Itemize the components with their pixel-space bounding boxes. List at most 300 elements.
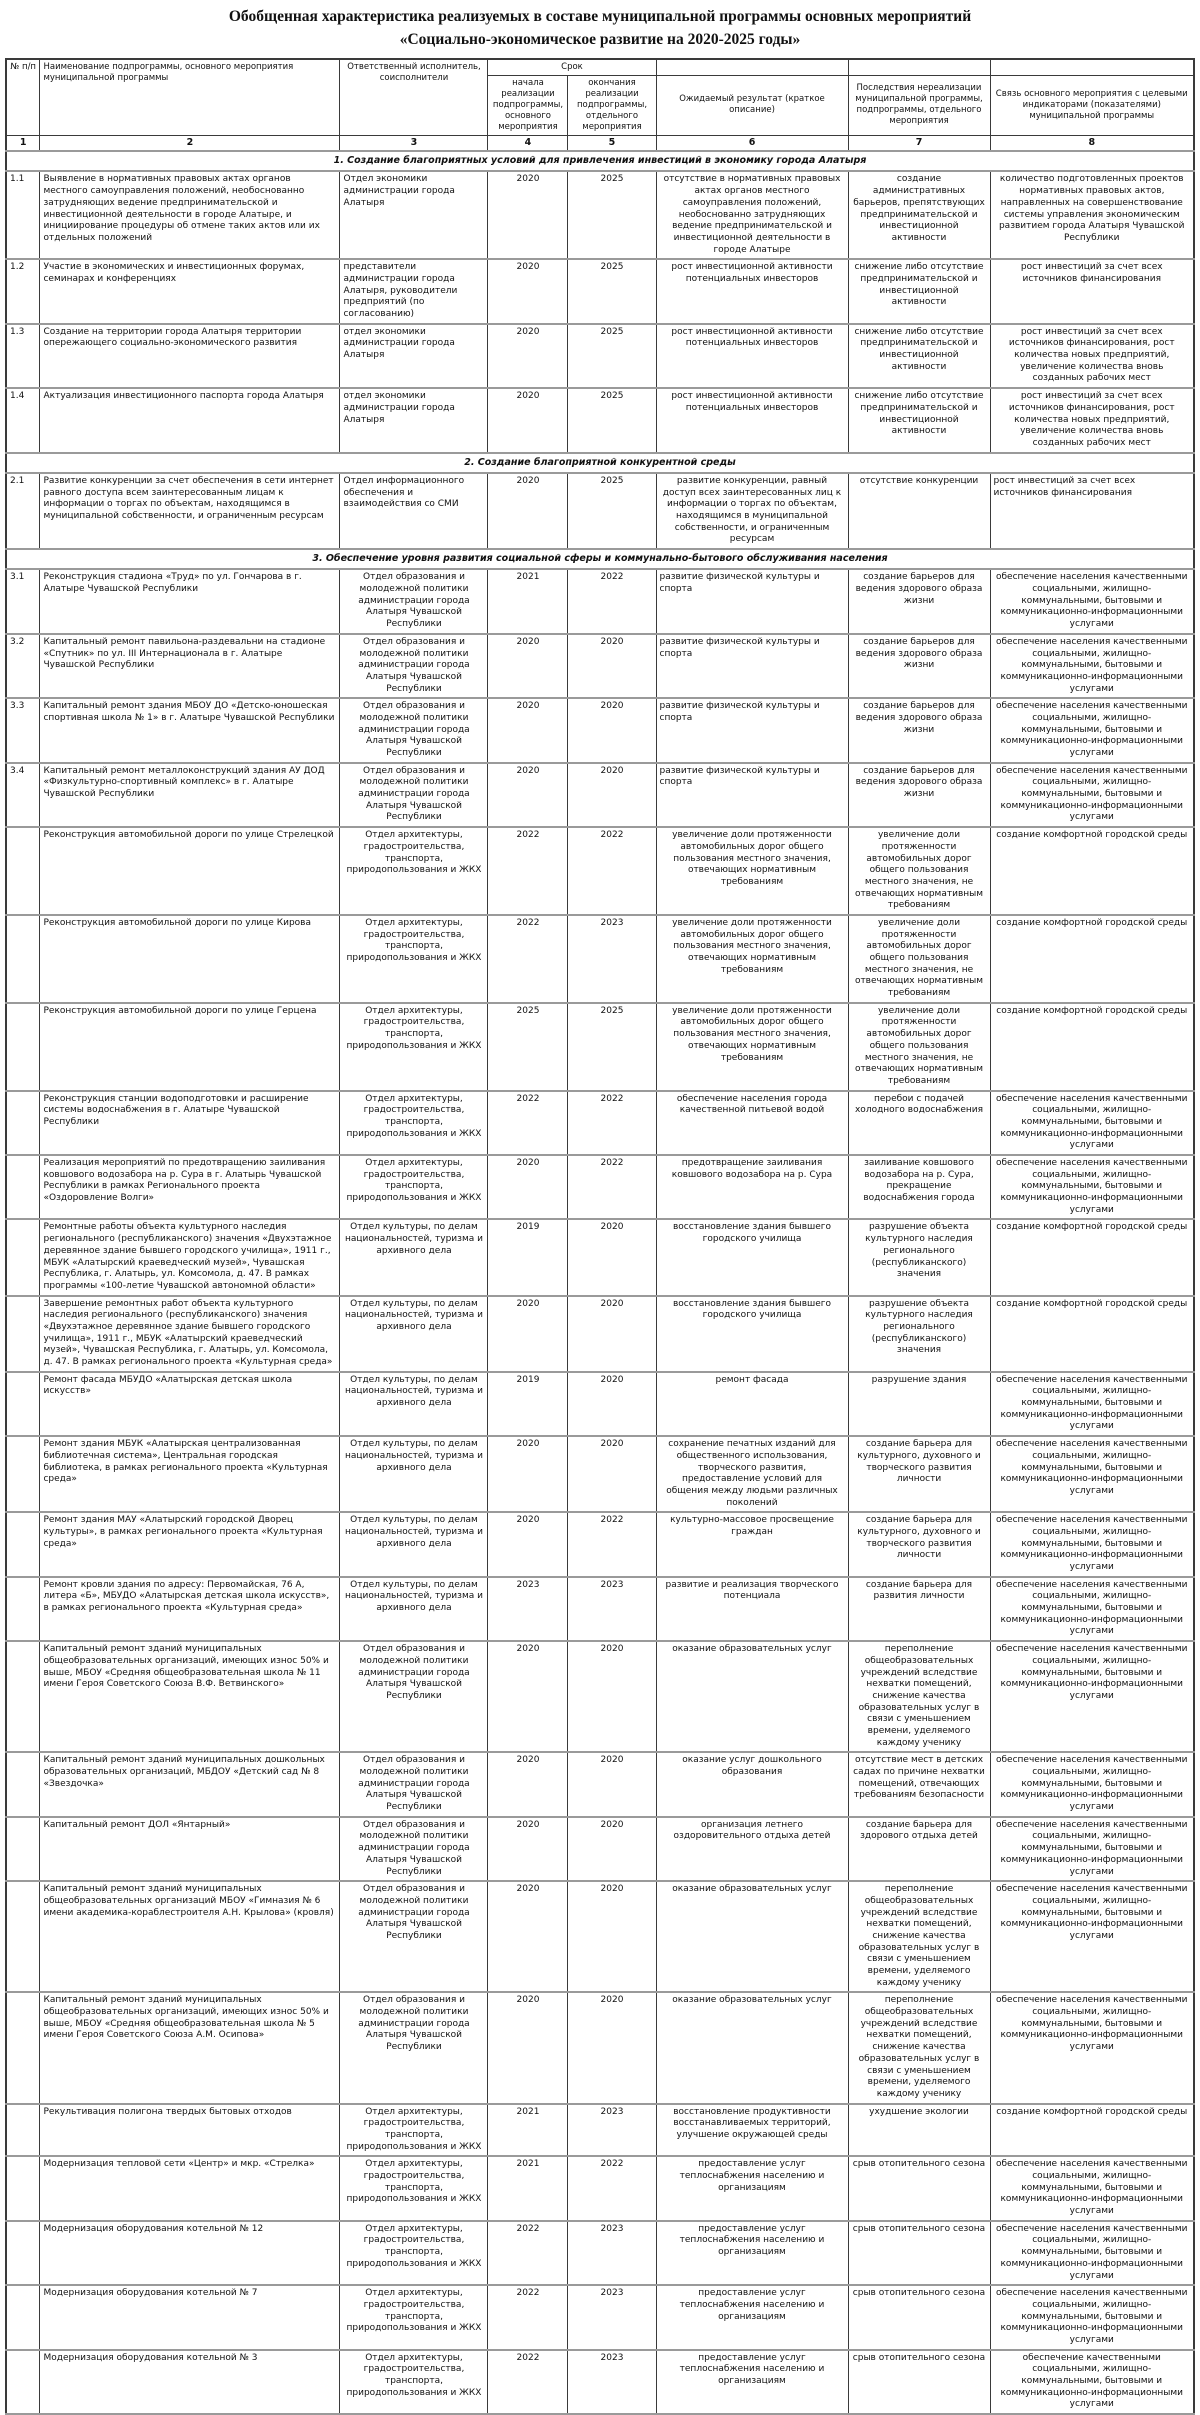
section-row — [6, 151, 1194, 171]
measure-name-cell: Выявление в нормативных правовых актах органов местного самоуправления положений, необоснованно затрудняющих ведение предпринимательской и инвестиционной деятельности в городе Алатыре, и инициирование процедуры об отмене таких актов или их отдельных положений — [40, 171, 340, 259]
executor-cell: Отдел образования и молодежной политики администрации города Алатыря Чувашской Республики — [340, 763, 488, 827]
measure-name-cell: Капитальный ремонт металлоконструкций здания АУ ДОД «Физкультурно-спортивный комплекс» в г. Алатыре Чувашской Республики — [40, 763, 340, 827]
table-row — [6, 473, 1194, 549]
consequence-cell: снижение либо отсутствие предпринимательской и инвестиционной активности — [848, 388, 990, 452]
row-number-cell — [6, 2221, 40, 2285]
consequence-cell: увеличение доли протяженности автомобильных дорог общего пользования местного значения, не отвечающих нормативным требованиям — [848, 915, 990, 1003]
start-year-cell: 2020 — [488, 634, 568, 698]
header-term-end: окончания реализации подпрограммы, отдельного мероприятия — [568, 75, 656, 135]
row-number-cell — [6, 1155, 40, 1219]
header-spacer-link — [990, 59, 1194, 76]
end-year-cell: 2020 — [568, 1881, 656, 1992]
start-year-cell: 2022 — [488, 827, 568, 915]
header-row-top — [6, 59, 1194, 76]
end-year-cell: 2022 — [568, 1091, 656, 1155]
table-row — [6, 2350, 1194, 2414]
start-year-cell: 2020 — [488, 259, 568, 323]
expected-result-cell: увеличение доли протяженности автомобильных дорог общего пользования местного значения, отвечающих нормативным требованиям — [656, 915, 848, 1003]
column-number: 7 — [848, 135, 990, 151]
row-number-cell: 1.1 — [6, 171, 40, 259]
measure-name-cell: Реконструкция автомобильной дороги по улице Кирова — [40, 915, 340, 1003]
measure-name-cell: Реконструкция автомобильной дороги по улице Герцена — [40, 1003, 340, 1091]
header-consequence: Последствия нереализации муниципальной программы, подпрограммы, отдельного мероприятия — [848, 75, 990, 135]
indicator-link-cell: создание комфортной городской среды — [990, 915, 1194, 1003]
measure-name-cell: Модернизация оборудования котельной № 7 — [40, 2285, 340, 2349]
indicator-link-cell: обеспечение населения качественными социальными, жилищно-коммунальными, бытовыми и коммуникационно-информационными услугами — [990, 2221, 1194, 2285]
consequence-cell: отсутствие мест в детских садах по причине нехватки помещений, отвечающих требованиям безопасности — [848, 1752, 990, 1816]
start-year-cell: 2020 — [488, 763, 568, 827]
row-number-cell — [6, 1641, 40, 1752]
row-number-cell — [6, 1372, 40, 1436]
start-year-cell: 2021 — [488, 2104, 568, 2157]
measure-name-cell: Ремонт фасада МБУДО «Алатырская детская школа искусств» — [40, 1372, 340, 1436]
table-row — [6, 1641, 1194, 1752]
end-year-cell: 2022 — [568, 569, 656, 633]
end-year-cell: 2023 — [568, 2285, 656, 2349]
start-year-cell: 2020 — [488, 698, 568, 762]
executor-cell: Отдел образования и молодежной политики администрации города Алатыря Чувашской Республики — [340, 1992, 488, 2103]
measure-name-cell: Завершение ремонтных работ объекта культурного наследия регионального (республиканского) значения «Двухэтажное деревянное здание бывшего городского училища», 1911 г., МБУК «Алатырский краеведческий музей», Чувашская Республика, г. Алатырь, ул. Комсомола, д. 47. В рамках регионального проекта «Культурная среда» — [40, 1296, 340, 1372]
section-heading: 2. Создание благоприятной конкурентной среды — [6, 453, 1194, 473]
executor-cell: Отдел архитектуры, градостроительства, транспорта, природопользования и ЖКХ — [340, 2156, 488, 2220]
start-year-cell: 2020 — [488, 171, 568, 259]
measure-name-cell: Капитальный ремонт здания МБОУ ДО «Детско-юношеская спортивная школа № 1» в г. Алатыре Чувашской Республики — [40, 698, 340, 762]
header-spacer-result — [656, 59, 848, 76]
header-indicator-link: Связь основного мероприятия с целевыми индикаторами (показателями) муниципальной программы — [990, 75, 1194, 135]
column-number-row — [6, 135, 1194, 151]
table-row — [6, 2104, 1194, 2157]
table-row — [6, 2221, 1194, 2285]
table-row — [6, 2285, 1194, 2349]
end-year-cell: 2025 — [568, 259, 656, 323]
expected-result-cell: развитие конкуренции, равный доступ всех заинтересованных лиц к информации о торгах по объектам, находящимся в муниципальной собственности, и ограниченным ресурсам — [656, 473, 848, 549]
executor-cell: Отдел архитектуры, градостроительства, транспорта, природопользования и ЖКХ — [340, 2104, 488, 2157]
executor-cell: Отдел архитектуры, градостроительства, транспорта, природопользования и ЖКХ — [340, 2350, 488, 2414]
executor-cell: Отдел образования и молодежной политики администрации города Алатыря Чувашской Республики — [340, 1817, 488, 1881]
expected-result-cell: предотвращение заиливания ковшового водозабора на р. Сура — [656, 1155, 848, 1219]
table-row — [6, 1436, 1194, 1512]
header-measure-name: Наименование подпрограммы, основного мероприятия муниципальной программы — [40, 59, 340, 136]
start-year-cell: 2020 — [488, 1752, 568, 1816]
row-number-cell — [6, 1296, 40, 1372]
table-row — [6, 2156, 1194, 2220]
end-year-cell: 2025 — [568, 324, 656, 388]
column-number: 6 — [656, 135, 848, 151]
indicator-link-cell: обеспечение качественными социальными, жилищно-коммунальными, бытовыми и коммуникационно-информационными услугами — [990, 2350, 1194, 2414]
expected-result-cell: увеличение доли протяженности автомобильных дорог общего пользования местного значения, отвечающих нормативным требованиям — [656, 827, 848, 915]
measure-name-cell: Капитальный ремонт ДОЛ «Янтарный» — [40, 1817, 340, 1881]
measure-name-cell: Ремонт здания МБУК «Алатырская централизованная библиотечная система», Центральная городская библиотека, в рамках регионального проекта «Культурная среда» — [40, 1436, 340, 1512]
start-year-cell: 2020 — [488, 1155, 568, 1219]
executor-cell: отдел экономики администрации города Алатыря — [340, 388, 488, 452]
expected-result-cell: развитие физической культуры и спорта — [656, 569, 848, 633]
measure-name-cell: Капитальный ремонт зданий муниципальных общеобразовательных организаций МБОУ «Гимназия № 6 имени академика-кораблестроителя А.Н. Крылова» (кровля) — [40, 1881, 340, 1992]
measure-name-cell: Реконструкция стадиона «Труд» по ул. Гончарова в г. Алатыре Чувашской Республики — [40, 569, 340, 633]
executor-cell: Отдел архитектуры, градостроительства, транспорта, природопользования и ЖКХ — [340, 827, 488, 915]
row-number-cell — [6, 2156, 40, 2220]
consequence-cell: заиливание ковшового водозабора на р. Сура, прекращение водоснабжения города — [848, 1155, 990, 1219]
section-heading: 3. Обеспечение уровня развития социальной сферы и коммунально-бытового обслуживания населения — [6, 549, 1194, 569]
expected-result-cell: предоставление услуг теплоснабжения населению и организациям — [656, 2285, 848, 2349]
indicator-link-cell: обеспечение населения качественными социальными, жилищно-коммунальными, бытовыми и коммуникационно-информационными услугами — [990, 1641, 1194, 1752]
table-body — [6, 151, 1194, 2414]
indicator-link-cell: обеспечение населения качественными социальными, жилищно-коммунальными, бытовыми и коммуникационно-информационными услугами — [990, 698, 1194, 762]
executor-cell: Отдел образования и молодежной политики администрации города Алатыря Чувашской Республики — [340, 1881, 488, 1992]
indicator-link-cell: рост инвестиций за счет всех источников финансирования, рост количества новых предприятий, увеличение количества вновь созданных рабочих мест — [990, 324, 1194, 388]
indicator-link-cell: рост инвестиций за счет всех источников финансирования — [990, 473, 1194, 549]
end-year-cell: 2022 — [568, 827, 656, 915]
expected-result-cell: рост инвестиционной активности потенциальных инвесторов — [656, 388, 848, 452]
end-year-cell: 2023 — [568, 2104, 656, 2157]
end-year-cell: 2023 — [568, 2221, 656, 2285]
column-number: 2 — [40, 135, 340, 151]
table-row — [6, 698, 1194, 762]
executor-cell: Отдел культуры, по делам национальностей, туризма и архивного дела — [340, 1436, 488, 1512]
executor-cell: Отдел архитектуры, градостроительства, транспорта, природопользования и ЖКХ — [340, 2285, 488, 2349]
program-measures-table — [5, 58, 1195, 2415]
table-row — [6, 388, 1194, 452]
measure-name-cell: Актуализация инвестиционного паспорта города Алатыря — [40, 388, 340, 452]
end-year-cell: 2020 — [568, 1219, 656, 1295]
indicator-link-cell: создание комфортной городской среды — [990, 827, 1194, 915]
row-number-cell — [6, 1512, 40, 1576]
start-year-cell: 2020 — [488, 1817, 568, 1881]
executor-cell: Отдел архитектуры, градостроительства, транспорта, природопользования и ЖКХ — [340, 915, 488, 1003]
column-number: 1 — [6, 135, 40, 151]
end-year-cell: 2022 — [568, 1512, 656, 1576]
executor-cell: Отдел образования и молодежной политики администрации города Алатыря Чувашской Республики — [340, 1641, 488, 1752]
table-header — [6, 59, 1194, 152]
row-number-cell — [6, 2104, 40, 2157]
document-title — [20, 0, 1180, 52]
row-number-cell: 3.1 — [6, 569, 40, 633]
consequence-cell: снижение либо отсутствие предпринимательской и инвестиционной активности — [848, 324, 990, 388]
table-row — [6, 1219, 1194, 1295]
document-title-line1: Обобщенная характеристика реализуемых в составе муниципальной программы основных мероприятий — [20, 5, 1180, 28]
table-row — [6, 827, 1194, 915]
consequence-cell: создание барьера для культурного, духовного и творческого развития личности — [848, 1436, 990, 1512]
measure-name-cell: Реконструкция станции водоподготовки и расширение системы водоснабжения в г. Алатыре Чувашской Республики — [40, 1091, 340, 1155]
table-row — [6, 324, 1194, 388]
start-year-cell: 2022 — [488, 1091, 568, 1155]
column-number: 8 — [990, 135, 1194, 151]
start-year-cell: 2020 — [488, 324, 568, 388]
row-number-cell — [6, 2285, 40, 2349]
indicator-link-cell: количество подготовленных проектов нормативных правовых актов, направленных на совершенствование системы управления экономическим развитием города Алатыря Чувашской Республики — [990, 171, 1194, 259]
column-number: 4 — [488, 135, 568, 151]
start-year-cell: 2020 — [488, 1296, 568, 1372]
executor-cell: Отдел образования и молодежной политики администрации города Алатыря Чувашской Республики — [340, 569, 488, 633]
column-number: 3 — [340, 135, 488, 151]
consequence-cell: разрушение объекта культурного наследия регионального (республиканского) значения — [848, 1219, 990, 1295]
consequence-cell: создание барьера для здорового отдыха детей — [848, 1817, 990, 1881]
start-year-cell: 2022 — [488, 2285, 568, 2349]
row-number-cell — [6, 1436, 40, 1512]
expected-result-cell: ремонт фасада — [656, 1372, 848, 1436]
expected-result-cell: предоставление услуг теплоснабжения населению и организациям — [656, 2156, 848, 2220]
consequence-cell: создание барьеров для ведения здорового образа жизни — [848, 634, 990, 698]
measure-name-cell: Капитальный ремонт зданий муниципальных дошкольных образовательных организаций, МБДОУ «Детский сад № 8 «Звездочка» — [40, 1752, 340, 1816]
end-year-cell: 2023 — [568, 2350, 656, 2414]
column-number: 5 — [568, 135, 656, 151]
row-number-cell — [6, 2350, 40, 2414]
consequence-cell: создание барьеров для ведения здорового образа жизни — [848, 569, 990, 633]
row-number-cell — [6, 1091, 40, 1155]
measure-name-cell: Модернизация тепловой сети «Центр» и мкр. «Стрелка» — [40, 2156, 340, 2220]
table-row — [6, 1003, 1194, 1091]
table-row — [6, 763, 1194, 827]
measure-name-cell: Рекультивация полигона твердых бытовых отходов — [40, 2104, 340, 2157]
expected-result-cell: оказание образовательных услуг — [656, 1641, 848, 1752]
end-year-cell: 2020 — [568, 1436, 656, 1512]
row-number-cell: 2.1 — [6, 473, 40, 549]
expected-result-cell: организация летнего оздоровительного отдыха детей — [656, 1817, 848, 1881]
consequence-cell: ухудшение экологии — [848, 2104, 990, 2157]
row-number-cell — [6, 1992, 40, 2103]
measure-name-cell: Капитальный ремонт зданий муниципальных общеобразовательных организаций, имеющих износ 50% и выше, МБОУ «Средняя общеобразовательная школа № 5 имени Героя Советского Союза А.М. Осипова» — [40, 1992, 340, 2103]
end-year-cell: 2020 — [568, 1992, 656, 2103]
expected-result-cell: восстановление здания бывшего городского училища — [656, 1219, 848, 1295]
executor-cell: Отдел образования и молодежной политики администрации города Алатыря Чувашской Республики — [340, 1752, 488, 1816]
indicator-link-cell: обеспечение населения качественными социальными, жилищно-коммунальными, бытовыми и коммуникационно-информационными услугами — [990, 569, 1194, 633]
table-row — [6, 1992, 1194, 2103]
indicator-link-cell: обеспечение населения качественными социальными, жилищно-коммунальными, бытовыми и коммуникационно-информационными услугами — [990, 2285, 1194, 2349]
header-term-start: начала реализации подпрограммы, основного мероприятия — [488, 75, 568, 135]
executor-cell: Отдел архитектуры, градостроительства, транспорта, природопользования и ЖКХ — [340, 2221, 488, 2285]
end-year-cell: 2020 — [568, 1372, 656, 1436]
row-number-cell — [6, 1219, 40, 1295]
consequence-cell: переполнение общеобразовательных учреждений вследствие нехватки помещений, снижение качества образовательных услуг в связи с уменьшением времени, уделяемого каждому ученику — [848, 1992, 990, 2103]
indicator-link-cell: рост инвестиций за счет всех источников финансирования, рост количества новых предприятий, увеличение количества вновь созданных рабочих мест — [990, 388, 1194, 452]
expected-result-cell: обеспечение населения города качественной питьевой водой — [656, 1091, 848, 1155]
row-number-cell — [6, 1752, 40, 1816]
header-term-group: Срок — [488, 59, 656, 76]
table-row — [6, 1155, 1194, 1219]
measure-name-cell: Ремонт здания МАУ «Алатырский городской Дворец культуры», в рамках регионального проекта «Культурная среда» — [40, 1512, 340, 1576]
header-spacer-consequence — [848, 59, 990, 76]
executor-cell: представители администрации города Алатыря, руководители предприятий (по согласованию) — [340, 259, 488, 323]
expected-result-cell: развитие физической культуры и спорта — [656, 763, 848, 827]
consequence-cell: создание барьера для культурного, духовного и творческого развития личности — [848, 1512, 990, 1576]
table-row — [6, 1091, 1194, 1155]
section-heading: 1. Создание благоприятных условий для привлечения инвестиций в экономику города Алатыря — [6, 151, 1194, 171]
table-row — [6, 569, 1194, 633]
table-row — [6, 1372, 1194, 1436]
indicator-link-cell: обеспечение населения качественными социальными, жилищно-коммунальными, бытовыми и коммуникационно-информационными услугами — [990, 2156, 1194, 2220]
measure-name-cell: Капитальный ремонт павильона-раздевальни на стадионе «Спутник» по ул. III Интернационала в г. Алатыре Чувашской Республики — [40, 634, 340, 698]
executor-cell: отдел экономики администрации города Алатыря — [340, 324, 488, 388]
consequence-cell: создание барьера для развития личности — [848, 1577, 990, 1641]
start-year-cell: 2022 — [488, 2350, 568, 2414]
measure-name-cell: Развитие конкуренции за счет обеспечения в сети интернет равного доступа всем заинтересованным лицам к информации о торгах по объектам, находящимся в муниципальной собственности, и ограниченным ресурсам — [40, 473, 340, 549]
start-year-cell: 2020 — [488, 1641, 568, 1752]
indicator-link-cell: обеспечение населения качественными социальными, жилищно-коммунальными, бытовыми и коммуникационно-информационными услугами — [990, 1881, 1194, 1992]
indicator-link-cell: обеспечение населения качественными социальными, жилищно-коммунальными, бытовыми и коммуникационно-информационными услугами — [990, 1752, 1194, 1816]
table-row — [6, 915, 1194, 1003]
start-year-cell: 2020 — [488, 1512, 568, 1576]
expected-result-cell: оказание образовательных услуг — [656, 1881, 848, 1992]
indicator-link-cell: создание комфортной городской среды — [990, 1003, 1194, 1091]
measure-name-cell: Реконструкция автомобильной дороги по улице Стрелецкой — [40, 827, 340, 915]
expected-result-cell: предоставление услуг теплоснабжения населению и организациям — [656, 2221, 848, 2285]
consequence-cell: срыв отопительного сезона — [848, 2221, 990, 2285]
executor-cell: Отдел культуры, по делам национальностей, туризма и архивного дела — [340, 1219, 488, 1295]
indicator-link-cell: обеспечение населения качественными социальными, жилищно-коммунальными, бытовыми и коммуникационно-информационными услугами — [990, 1436, 1194, 1512]
executor-cell: Отдел культуры, по делам национальностей, туризма и архивного дела — [340, 1512, 488, 1576]
consequence-cell: переполнение общеобразовательных учреждений вследствие нехватки помещений, снижение качества образовательных услуг в связи с уменьшением времени, уделяемого каждому ученику — [848, 1881, 990, 1992]
measure-name-cell: Ремонт кровли здания по адресу: Первомайская, 76 А, литера «Б», МБУДО «Алатырская детская школа искусств», в рамках регионального проекта «Культурная среда» — [40, 1577, 340, 1641]
executor-cell: Отдел архитектуры, градостроительства, транспорта, природопользования и ЖКХ — [340, 1091, 488, 1155]
end-year-cell: 2025 — [568, 1003, 656, 1091]
measure-name-cell: Реализация мероприятий по предотвращению заиливания ковшового водозабора на р. Сура в г. Алатырь Чувашской Республики в рамках Регионального проекта «Оздоровление Волги» — [40, 1155, 340, 1219]
indicator-link-cell: рост инвестиций за счет всех источников финансирования — [990, 259, 1194, 323]
expected-result-cell: отсутствие в нормативных правовых актах органов местного самоуправления положений, необоснованно затрудняющих ведение предпринимательской и инвестиционной деятельности в городе Алатыре — [656, 171, 848, 259]
consequence-cell: срыв отопительного сезона — [848, 2350, 990, 2414]
section-row — [6, 549, 1194, 569]
table-row — [6, 171, 1194, 259]
header-expected-result: Ожидаемый результат (краткое описание) — [656, 75, 848, 135]
start-year-cell: 2020 — [488, 1436, 568, 1512]
start-year-cell: 2023 — [488, 1577, 568, 1641]
row-number-cell — [6, 1577, 40, 1641]
consequence-cell: снижение либо отсутствие предпринимательской и инвестиционной активности — [848, 259, 990, 323]
indicator-link-cell: создание комфортной городской среды — [990, 2104, 1194, 2157]
start-year-cell: 2019 — [488, 1372, 568, 1436]
indicator-link-cell: обеспечение населения качественными социальными, жилищно-коммунальными, бытовыми и коммуникационно-информационными услугами — [990, 1372, 1194, 1436]
consequence-cell: создание барьеров для ведения здорового образа жизни — [848, 763, 990, 827]
executor-cell: Отдел культуры, по делам национальностей, туризма и архивного дела — [340, 1296, 488, 1372]
start-year-cell: 2022 — [488, 2221, 568, 2285]
expected-result-cell: сохранение печатных изданий для общественного использования, творческого развития, предоставление условий для общения между людьми различных поколений — [656, 1436, 848, 1512]
consequence-cell: отсутствие конкуренции — [848, 473, 990, 549]
end-year-cell: 2023 — [568, 1577, 656, 1641]
table-row — [6, 1881, 1194, 1992]
table-row — [6, 1577, 1194, 1641]
indicator-link-cell: обеспечение населения качественными социальными, жилищно-коммунальными, бытовыми и коммуникационно-информационными услугами — [990, 634, 1194, 698]
start-year-cell: 2021 — [488, 2156, 568, 2220]
row-number-cell — [6, 1881, 40, 1992]
executor-cell: Отдел архитектуры, градостроительства, транспорта, природопользования и ЖКХ — [340, 1155, 488, 1219]
header-row-number: № п/п — [6, 59, 40, 136]
row-number-cell — [6, 1003, 40, 1091]
table-row — [6, 259, 1194, 323]
end-year-cell: 2025 — [568, 473, 656, 549]
start-year-cell: 2020 — [488, 1881, 568, 1992]
consequence-cell: увеличение доли протяженности автомобильных дорог общего пользования местного значения, не отвечающих нормативным требованиям — [848, 1003, 990, 1091]
table-row — [6, 1817, 1194, 1881]
end-year-cell: 2020 — [568, 1817, 656, 1881]
measure-name-cell: Участие в экономических и инвестиционных форумах, семинарах и конференциях — [40, 259, 340, 323]
row-number-cell: 1.2 — [6, 259, 40, 323]
row-number-cell: 3.4 — [6, 763, 40, 827]
expected-result-cell: культурно-массовое просвещение граждан — [656, 1512, 848, 1576]
indicator-link-cell: обеспечение населения качественными социальными, жилищно-коммунальными, бытовыми и коммуникационно-информационными услугами — [990, 1577, 1194, 1641]
expected-result-cell: восстановление здания бывшего городского училища — [656, 1296, 848, 1372]
document-title-line2: «Социально-экономическое развитие на 2020-2025 годы» — [20, 28, 1180, 51]
consequence-cell: создание барьеров для ведения здорового образа жизни — [848, 698, 990, 762]
measure-name-cell: Создание на территории города Алатыря территории опережающего социально-экономического развития — [40, 324, 340, 388]
expected-result-cell: рост инвестиционной активности потенциальных инвесторов — [656, 324, 848, 388]
executor-cell: Отдел архитектуры, градостроительства, транспорта, природопользования и ЖКХ — [340, 1003, 488, 1091]
row-number-cell — [6, 915, 40, 1003]
end-year-cell: 2025 — [568, 171, 656, 259]
end-year-cell: 2020 — [568, 698, 656, 762]
consequence-cell: увеличение доли протяженности автомобильных дорог общего пользования местного значения, не отвечающих нормативным требованиям — [848, 827, 990, 915]
executor-cell: Отдел образования и молодежной политики администрации города Алатыря Чувашской Республики — [340, 698, 488, 762]
end-year-cell: 2020 — [568, 1752, 656, 1816]
measure-name-cell: Капитальный ремонт зданий муниципальных общеобразовательных организаций, имеющих износ 50% и выше, МБОУ «Средняя общеобразовательная школа № 11 имени Героя Советского Союза В.Ф. Ветвинского» — [40, 1641, 340, 1752]
consequence-cell: перебои с подачей холодного водоснабжения — [848, 1091, 990, 1155]
consequence-cell: разрушение объекта культурного наследия регионального (республиканского) значения — [848, 1296, 990, 1372]
indicator-link-cell: обеспечение населения качественными социальными, жилищно-коммунальными, бытовыми и коммуникационно-информационными услугами — [990, 1512, 1194, 1576]
executor-cell: Отдел образования и молодежной политики администрации города Алатыря Чувашской Республики — [340, 634, 488, 698]
indicator-link-cell: обеспечение населения качественными социальными, жилищно-коммунальными, бытовыми и коммуникационно-информационными услугами — [990, 1817, 1194, 1881]
header-executor: Ответственный исполнитель, соисполнители — [340, 59, 488, 136]
executor-cell: Отдел культуры, по делам национальностей, туризма и архивного дела — [340, 1577, 488, 1641]
table-row — [6, 634, 1194, 698]
table-row — [6, 1296, 1194, 1372]
start-year-cell: 2020 — [488, 388, 568, 452]
end-year-cell: 2022 — [568, 2156, 656, 2220]
section-row — [6, 453, 1194, 473]
indicator-link-cell: обеспечение населения качественными социальными, жилищно-коммунальными, бытовыми и коммуникационно-информационными услугами — [990, 1155, 1194, 1219]
start-year-cell: 2022 — [488, 915, 568, 1003]
expected-result-cell: оказание образовательных услуг — [656, 1992, 848, 2103]
indicator-link-cell: создание комфортной городской среды — [990, 1296, 1194, 1372]
consequence-cell: создание административных барьеров, препятствующих предпринимательской и инвестиционной активности — [848, 171, 990, 259]
end-year-cell: 2020 — [568, 1296, 656, 1372]
expected-result-cell: предоставление услуг теплоснабжения населению и организациям — [656, 2350, 848, 2414]
end-year-cell: 2025 — [568, 388, 656, 452]
end-year-cell: 2020 — [568, 763, 656, 827]
row-number-cell: 1.3 — [6, 324, 40, 388]
row-number-cell — [6, 1817, 40, 1881]
indicator-link-cell: создание комфортной городской среды — [990, 1219, 1194, 1295]
expected-result-cell: развитие физической культуры и спорта — [656, 698, 848, 762]
start-year-cell: 2019 — [488, 1219, 568, 1295]
start-year-cell: 2020 — [488, 473, 568, 549]
row-number-cell — [6, 827, 40, 915]
measure-name-cell: Модернизация оборудования котельной № 3 — [40, 2350, 340, 2414]
start-year-cell: 2021 — [488, 569, 568, 633]
expected-result-cell: увеличение доли протяженности автомобильных дорог общего пользования местного значения, отвечающих нормативным требованиям — [656, 1003, 848, 1091]
expected-result-cell: оказание услуг дошкольного образования — [656, 1752, 848, 1816]
expected-result-cell: восстановление продуктивности восстанавливаемых территорий, улучшение окружающей среды — [656, 2104, 848, 2157]
executor-cell: Отдел информационного обеспечения и взаимодействия со СМИ — [340, 473, 488, 549]
row-number-cell: 3.3 — [6, 698, 40, 762]
row-number-cell: 1.4 — [6, 388, 40, 452]
row-number-cell: 3.2 — [6, 634, 40, 698]
expected-result-cell: развитие физической культуры и спорта — [656, 634, 848, 698]
table-row — [6, 1752, 1194, 1816]
end-year-cell: 2022 — [568, 1155, 656, 1219]
consequence-cell: срыв отопительного сезона — [848, 2156, 990, 2220]
end-year-cell: 2023 — [568, 915, 656, 1003]
measure-name-cell: Модернизация оборудования котельной № 12 — [40, 2221, 340, 2285]
table-row — [6, 1512, 1194, 1576]
indicator-link-cell: обеспечение населения качественными социальными, жилищно-коммунальными, бытовыми и коммуникационно-информационными услугами — [990, 1992, 1194, 2103]
consequence-cell: переполнение общеобразовательных учреждений вследствие нехватки помещений, снижение качества образовательных услуг в связи с уменьшением времени, уделяемого каждому ученику — [848, 1641, 990, 1752]
start-year-cell: 2020 — [488, 1992, 568, 2103]
indicator-link-cell: обеспечение населения качественными социальными, жилищно-коммунальными, бытовыми и коммуникационно-информационными услугами — [990, 763, 1194, 827]
end-year-cell: 2020 — [568, 634, 656, 698]
end-year-cell: 2020 — [568, 1641, 656, 1752]
indicator-link-cell: обеспечение населения качественными социальными, жилищно-коммунальными, бытовыми и коммуникационно-информационными услугами — [990, 1091, 1194, 1155]
expected-result-cell: рост инвестиционной активности потенциальных инвесторов — [656, 259, 848, 323]
measure-name-cell: Ремонтные работы объекта культурного наследия регионального (республиканского) значения «Двухэтажное деревянное здание бывшего городского училища», 1911 г., МБУК «Алатырский краеведческий музей», Чувашская Республика, г. Алатырь, ул. Комсомола, д. 47. В рамках программы «100-летие Чувашской автономной области» — [40, 1219, 340, 1295]
consequence-cell: срыв отопительного сезона — [848, 2285, 990, 2349]
executor-cell: Отдел экономики администрации города Алатыря — [340, 171, 488, 259]
